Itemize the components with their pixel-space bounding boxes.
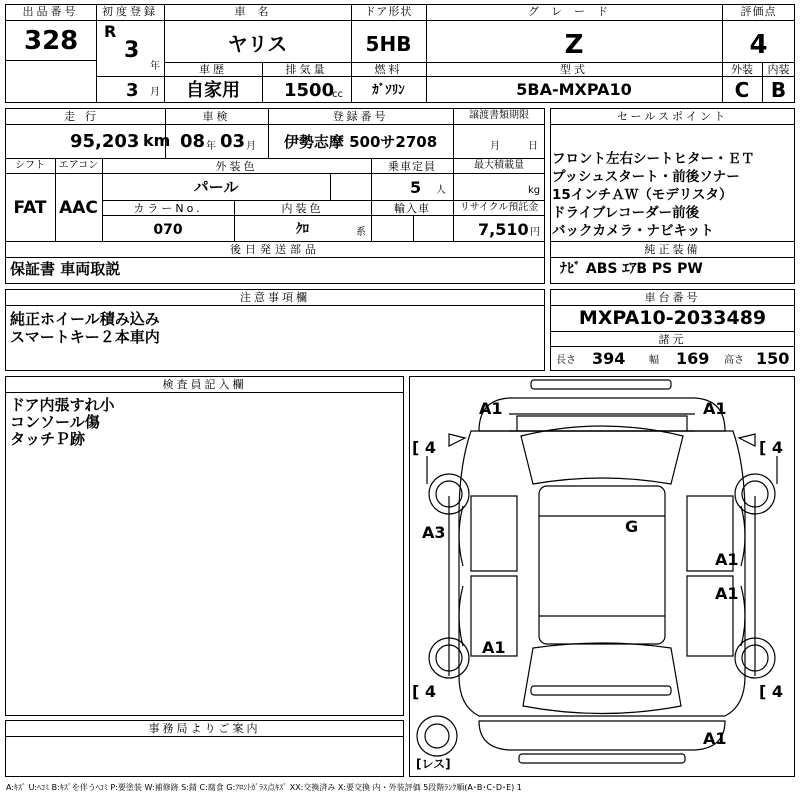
max-load-label: 最大積載量: [474, 160, 524, 171]
year-unit: 年: [150, 61, 160, 72]
car-name-label: 車名: [234, 5, 281, 18]
reg-no-label: 登録番号: [332, 110, 389, 123]
score: 4: [749, 30, 768, 60]
notes-line: 純正ホイール積み込み: [10, 310, 160, 328]
width: 169: [676, 349, 710, 368]
length: 394: [592, 349, 626, 368]
notes-label: 注意事項欄: [240, 291, 310, 304]
shift-label: シフト: [15, 160, 45, 171]
transfer-month: 月: [490, 141, 500, 152]
fuel-label: 燃料: [374, 63, 403, 76]
sales-point-item: バックカメラ・ナビキット: [552, 223, 714, 239]
displacement: 1500: [284, 80, 335, 101]
int-color-label: 内装色: [281, 202, 324, 215]
mark-left-rear: A1: [482, 638, 506, 657]
transfer-label: 譲渡書類期限: [469, 110, 529, 121]
era: R: [104, 22, 117, 41]
sales-point-item: フロント左右シートヒター・ＥＴ: [552, 151, 755, 167]
tire-front-right: [ 4: [759, 438, 784, 457]
capacity-label: 乗車定員: [388, 160, 436, 173]
model: 5BA-MXPA10: [516, 80, 632, 99]
mileage: 95,203: [70, 131, 140, 152]
year-value: 3: [124, 38, 140, 63]
recycle-unit: 円: [530, 227, 540, 238]
reg-no: 伊勢志摩 500サ2708: [283, 133, 438, 151]
inspection-month: 03: [220, 131, 246, 152]
ac: AAC: [59, 198, 98, 218]
legend: A:ｷｽﾞ U:ﾍｺﾐ B:ｷｽﾞを伴うﾍｺﾐ P:要塗装 W:補修跡 S:錆 C:腐食 G:ﾌﾛﾝﾄｶﾞﾗｽ点ｷｽﾞ XX:交換済み X:要交換 内・外装評価 5段階ﾗﾝｸ順(A･B･C･D･E) 1: [6, 783, 522, 792]
int-color: ｸﾛ: [296, 222, 309, 237]
height-label: 高さ: [724, 355, 744, 366]
exterior-grade: C: [734, 78, 750, 102]
sales-point-list: [552, 150, 794, 240]
grade: Z: [564, 30, 584, 60]
month-unit: 月: [150, 87, 160, 98]
door-type: 5HB: [365, 32, 412, 56]
office-label: 事務局よりご案内: [148, 722, 261, 735]
model-label: 型式: [560, 63, 588, 76]
tire-front-left: [ 4: [412, 438, 437, 457]
width-label: 幅: [649, 355, 659, 366]
lot-no: 328: [24, 26, 79, 56]
later-parts-label: 後日発送部品: [230, 243, 320, 256]
history: 自家用: [186, 80, 240, 101]
transfer-day: 日: [528, 141, 538, 152]
length-label: 長さ: [556, 355, 576, 366]
interior-grade: B: [770, 78, 787, 102]
displacement-unit: cc: [332, 89, 343, 100]
mark-left-door: A3: [422, 523, 446, 542]
inspection-year: 08: [180, 131, 206, 152]
mark-roof: G: [625, 517, 639, 536]
tire-rear-right: [ 4: [759, 682, 784, 701]
mark-right-upper: A1: [715, 550, 739, 569]
color-no: 070: [153, 222, 183, 238]
mark-right-lower: A1: [715, 584, 739, 603]
equipment-label: 純正装備: [644, 243, 701, 256]
door-label: ドア形状: [364, 5, 413, 18]
chassis-label: 車台番号: [644, 291, 701, 304]
mark-rear: A1: [703, 729, 727, 748]
capacity-unit: 人: [436, 185, 446, 196]
grade-label: グレード: [528, 5, 620, 18]
max-load-unit: kg: [528, 185, 541, 196]
first-reg-label: 初度登録: [102, 5, 158, 18]
recycle-label: リサイクル預託金: [459, 202, 539, 213]
ext-color-label: 外装色: [215, 160, 258, 173]
inspector-line: タッチＰ跡: [10, 430, 86, 448]
inspection-month-unit: 月: [246, 141, 256, 152]
inspection-year-unit: 年: [206, 141, 216, 152]
capacity: 5: [410, 178, 422, 197]
inspector-line: コンソール傷: [10, 413, 100, 431]
sales-point-label: セールスポイント: [616, 110, 728, 123]
inspection-label: 車検: [202, 110, 231, 123]
spare-tire-label: [レス]: [416, 757, 451, 771]
height: 150: [756, 349, 790, 368]
shift: FAT: [13, 198, 47, 218]
equipment: ﾅﾋﾞ ABS ｴｱB PS PW: [560, 261, 703, 277]
ac-label: エアコン: [58, 160, 99, 171]
fuel: ｶﾞｿﾘﾝ: [372, 83, 405, 98]
specs-label: 諸元: [658, 333, 687, 346]
score-label: 評価点: [740, 5, 777, 18]
recycle: 7,510: [478, 220, 529, 239]
mileage-unit: km: [143, 131, 171, 150]
car-name: ヤリス: [227, 32, 288, 56]
car-diagram: [409, 376, 795, 777]
exterior-label: 外装: [731, 63, 753, 76]
chassis-no: MXPA10-2033489: [578, 307, 767, 329]
tire-rear-left: [ 4: [412, 682, 437, 701]
mark-front-right: A1: [703, 399, 727, 418]
displacement-label: 排気量: [285, 63, 328, 76]
mileage-label: 走行: [64, 110, 106, 123]
history-label: 車歴: [199, 63, 227, 76]
inspector-label: 検査員記入欄: [162, 378, 247, 391]
sales-point-item: 15インチＡＷ（モデリスタ）: [552, 187, 733, 203]
sales-point-item: プッシュスタート・前後ソナー: [552, 169, 740, 185]
later-parts: 保証書 車両取説: [10, 260, 121, 278]
notes-line: スマートキー２本車内: [10, 328, 160, 346]
month-value: 3: [126, 80, 139, 101]
color-no-label: カラーNo.: [133, 202, 203, 215]
lot-no-label: 出品番号: [22, 5, 79, 18]
int-color-unit: 系: [356, 227, 366, 238]
sales-point-item: ドライブレコーダー前後: [552, 205, 700, 221]
ext-color: パール: [193, 178, 239, 196]
import-label: 輸入車: [394, 202, 430, 215]
interior-label: 内装: [767, 63, 790, 76]
mark-front-left: A1: [479, 399, 503, 418]
inspector-line: ドア内張すれ小: [10, 396, 115, 414]
